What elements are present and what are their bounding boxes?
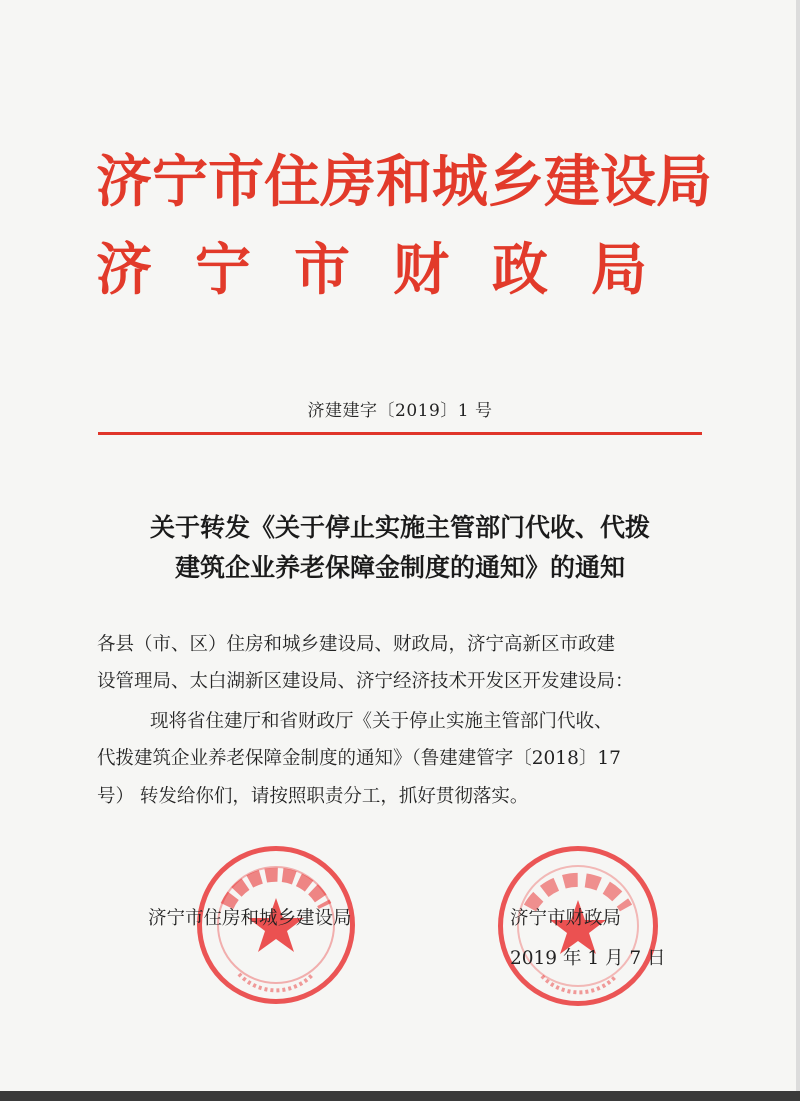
signing-date: 2019 年 1 月 7 日 bbox=[510, 948, 666, 969]
issuer-name-line-1: 济宁市住房和城乡建设局 bbox=[96, 149, 712, 215]
scan-edge bbox=[796, 0, 800, 1101]
scan-edge-bottom bbox=[0, 1091, 800, 1101]
document-title-line-1: 关于转发《关于停止实施主管部门代收、代拨 bbox=[149, 513, 650, 542]
addressee-line-2: 设管理局、太白湖新区建设局、济宁经济技术开发区开发建设局： bbox=[97, 671, 634, 692]
red-divider-line bbox=[98, 432, 702, 435]
body-paragraph-line-3: 号） 转发给你们，请按照职责分工，抓好贯彻落实。 bbox=[97, 786, 529, 807]
issuer-name-line-2: 济宁市财政局 bbox=[96, 237, 690, 303]
document-title-line-2: 建筑企业养老保障金制度的通知》的通知 bbox=[174, 553, 625, 582]
signer-finance-bureau: 济宁市财政局 bbox=[510, 908, 622, 929]
addressee-line-1: 各县（市、区）住房和城乡建设局、财政局，济宁高新区市政建 bbox=[97, 634, 616, 655]
document-number: 济建建字〔2019〕1 号 bbox=[307, 401, 493, 421]
body-paragraph-line-1: 现将省住建厅和省财政厅《关于停止实施主管部门代收、 bbox=[150, 711, 613, 732]
signer-housing-bureau: 济宁市住房和城乡建设局 bbox=[148, 908, 352, 929]
body-paragraph-line-2: 代拨建筑企业养老保障金制度的通知》（鲁建建管字〔2018〕17 bbox=[97, 748, 621, 769]
